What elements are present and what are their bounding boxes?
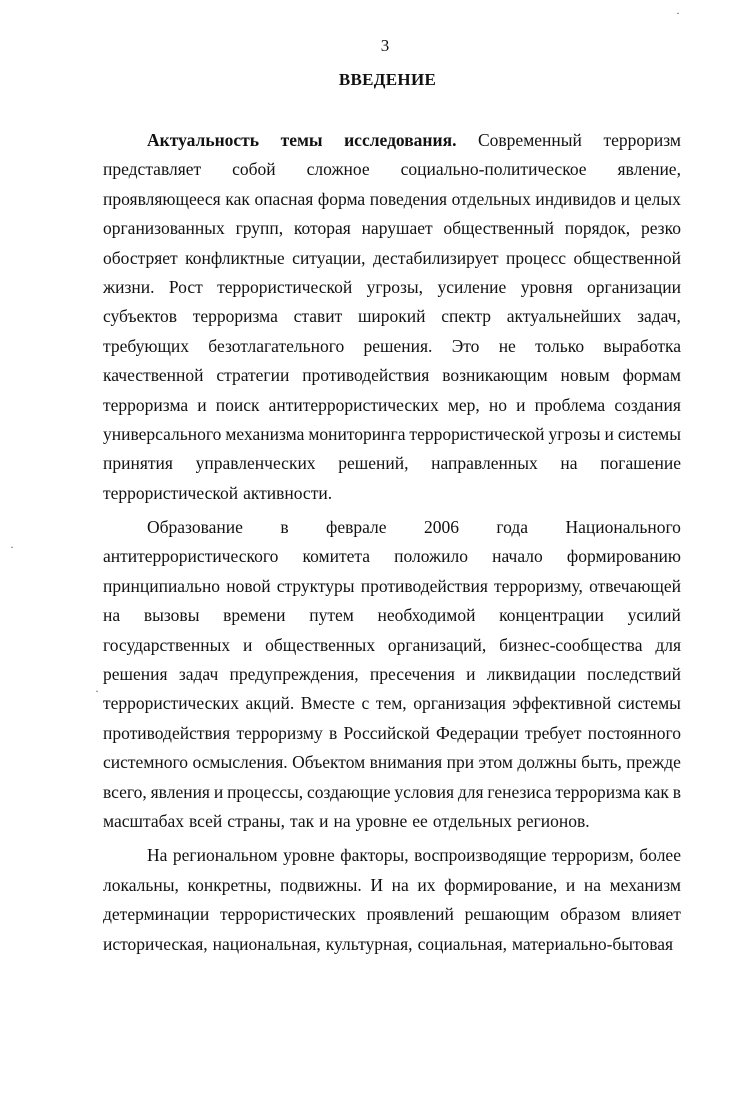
- text-line: требующих безотлагательного решения. Это не только выработка: [103, 335, 681, 356]
- text-line: принципиально новой структуры противодействия терроризму, отвечающей: [103, 575, 681, 596]
- text-line: Образование в феврале 2006 года Национального: [147, 517, 681, 538]
- text-line: Актуальность темы исследования. Современный терроризм: [147, 130, 681, 150]
- scan-mark: ·: [10, 540, 14, 554]
- page-number: 3: [380, 36, 390, 55]
- text-line: локальны, конкретны, подвижны. И на их формирование, и на механизм: [103, 874, 681, 895]
- text-line: антитеррористического комитета положило начало формированию: [103, 546, 681, 567]
- text-line: террористической активности.: [103, 482, 333, 503]
- text-line: детерминации террористических проявлений решающим образом влияет: [103, 904, 681, 925]
- text-line: системного осмысления. Объектом внимания при этом должны быть, прежде: [103, 752, 681, 773]
- scan-mark: ·: [95, 684, 99, 698]
- text-line: на вызовы времени путем необходимой концентрации усилий: [103, 605, 681, 626]
- text-line: противодействия терроризму в Российской Федерации требует постоянного: [103, 722, 681, 743]
- text-line: жизни. Рост террористической угрозы, усиление уровня организации: [103, 276, 681, 297]
- text-line: представляет собой сложное социально-политическое явление,: [103, 159, 681, 180]
- text-line: историческая, национальная, культурная, социальная, материально-бытовая: [103, 933, 674, 954]
- text-line: субъектов терроризма ставит широкий спектр актуальнейших задач,: [103, 306, 681, 327]
- text-line: всего, явления и процессы, создающие условия для генезиса терроризма как в: [103, 781, 681, 802]
- section-heading: ВВЕДЕНИЕ: [338, 70, 437, 89]
- text-line: принятия управленческих решений, направленных на погашение: [103, 453, 681, 474]
- text-line: террористических акций. Вместе с тем, организация эффективной системы: [103, 693, 681, 714]
- text-line: На региональном уровне факторы, воспроизводящие терроризм, более: [147, 845, 681, 866]
- text-line: обостряет конфликтные ситуации, дестабилизирует процесс общественной: [103, 247, 681, 268]
- text-line: качественной стратегии противодействия возникающим новым формам: [103, 365, 681, 386]
- text-line: решения задач предупреждения, пресечения и ликвидации последствий: [103, 664, 681, 685]
- scan-mark: ·: [676, 6, 680, 20]
- paragraph: [103, 126, 681, 508]
- text-line: организованных групп, которая нарушает общественный порядок, резко: [103, 218, 681, 239]
- text-line: масштабах всей страны, так и на уровне ее отдельных регионов.: [103, 810, 590, 831]
- text-line: универсального механизма мониторинга террористической угрозы и системы: [103, 423, 681, 444]
- paragraph: [103, 841, 681, 959]
- body-text: [103, 126, 681, 959]
- text-line: терроризма и поиск антитеррористических мер, но и проблема создания: [103, 394, 681, 415]
- text-line: государственных и общественных организаций, бизнес-сообщества для: [103, 634, 681, 655]
- paragraph: [103, 513, 681, 836]
- text-line: проявляющееся как опасная форма поведения отдельных индивидов и целых: [103, 188, 681, 209]
